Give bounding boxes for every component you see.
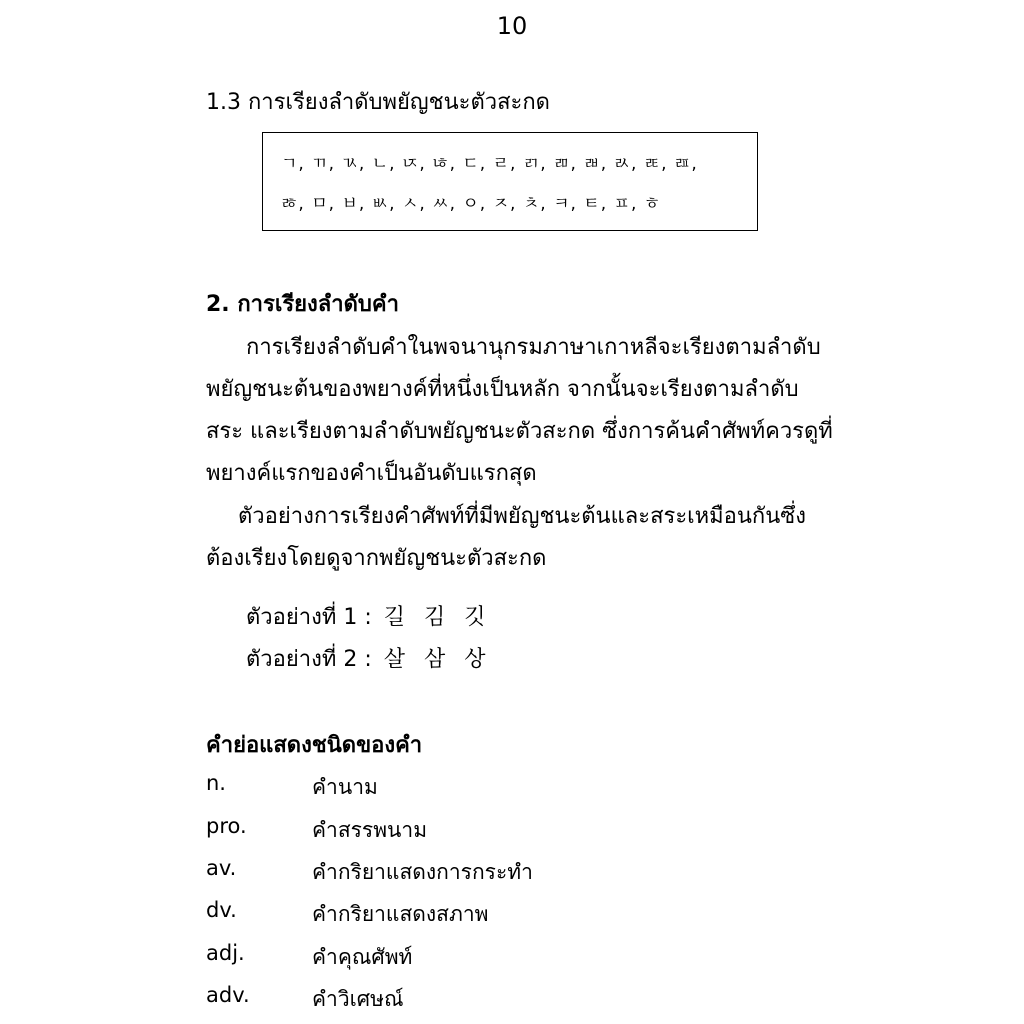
- paragraph-line: พยางค์แรกของคำเป็นอันดับแรกสุด: [206, 461, 537, 486]
- abbreviation-term: pro.: [206, 814, 247, 838]
- paragraph-line: การเรียงลำดับคำในพจนานุกรมภาษาเกาหลีจะเรียงตามลำดับ: [246, 335, 821, 360]
- paragraph-line: พยัญชนะต้นของพยางค์ที่หนึ่งเป็นหลัก จากนั้นจะเรียงตามลำดับ: [206, 377, 799, 402]
- example-row: [246, 641, 492, 676]
- example-words: 길 김 깃: [383, 605, 492, 630]
- abbreviation-term: dv.: [206, 898, 237, 922]
- example-label: ตัวอย่างที่ 1 :: [246, 605, 372, 630]
- abbreviation-term: av.: [206, 856, 237, 880]
- final-consonants-line: ㄱ, ㄲ, ㄳ, ㄴ, ㄵ, ㄶ, ㄷ, ㄹ, ㄺ, ㄻ, ㄼ, ㄽ, ㄾ, ㄿ,: [281, 154, 698, 174]
- page-number: 10: [496, 12, 528, 40]
- paragraph-line: สระ และเรียงตามลำดับพยัญชนะตัวสะกด ซึ่งการค้นคำศัพท์ควรดูที่: [206, 419, 833, 444]
- abbreviation-meaning: คำคุณศัพท์: [312, 945, 413, 969]
- abbreviation-term: n.: [206, 771, 226, 795]
- paragraph-line: ตัวอย่างการเรียงคำศัพท์ที่มีพยัญชนะต้นและสระเหมือนกันซึ่ง: [238, 504, 806, 529]
- example-row: [246, 599, 492, 634]
- example-label: ตัวอย่างที่ 2 :: [246, 647, 372, 672]
- final-consonants-line: ㅀ, ㅁ, ㅂ, ㅄ, ㅅ, ㅆ, ㅇ, ㅈ, ㅊ, ㅋ, ㅌ, ㅍ, ㅎ: [281, 194, 662, 214]
- abbreviation-meaning: คำนาม: [312, 775, 378, 799]
- section-heading-1-3: 1.3 การเรียงลำดับพยัญชนะตัวสะกด: [206, 90, 550, 115]
- example-words: 살 삼 상: [383, 647, 492, 672]
- abbreviation-term: adv.: [206, 983, 250, 1007]
- abbreviation-meaning: คำกริยาแสดงสภาพ: [312, 902, 489, 926]
- abbreviation-meaning: คำสรรพนาม: [312, 818, 428, 842]
- abbreviation-term: adj.: [206, 941, 245, 965]
- abbreviations-heading: คำย่อแสดงชนิดของคำ: [206, 733, 423, 758]
- abbreviation-meaning: คำวิเศษณ์: [312, 987, 404, 1011]
- final-consonants-box: [262, 132, 758, 231]
- abbreviation-meaning: คำกริยาแสดงการกระทำ: [312, 860, 533, 884]
- section-heading-2: 2. การเรียงลำดับคำ: [206, 292, 399, 317]
- paragraph-line: ต้องเรียงโดยดูจากพยัญชนะตัวสะกด: [206, 546, 547, 571]
